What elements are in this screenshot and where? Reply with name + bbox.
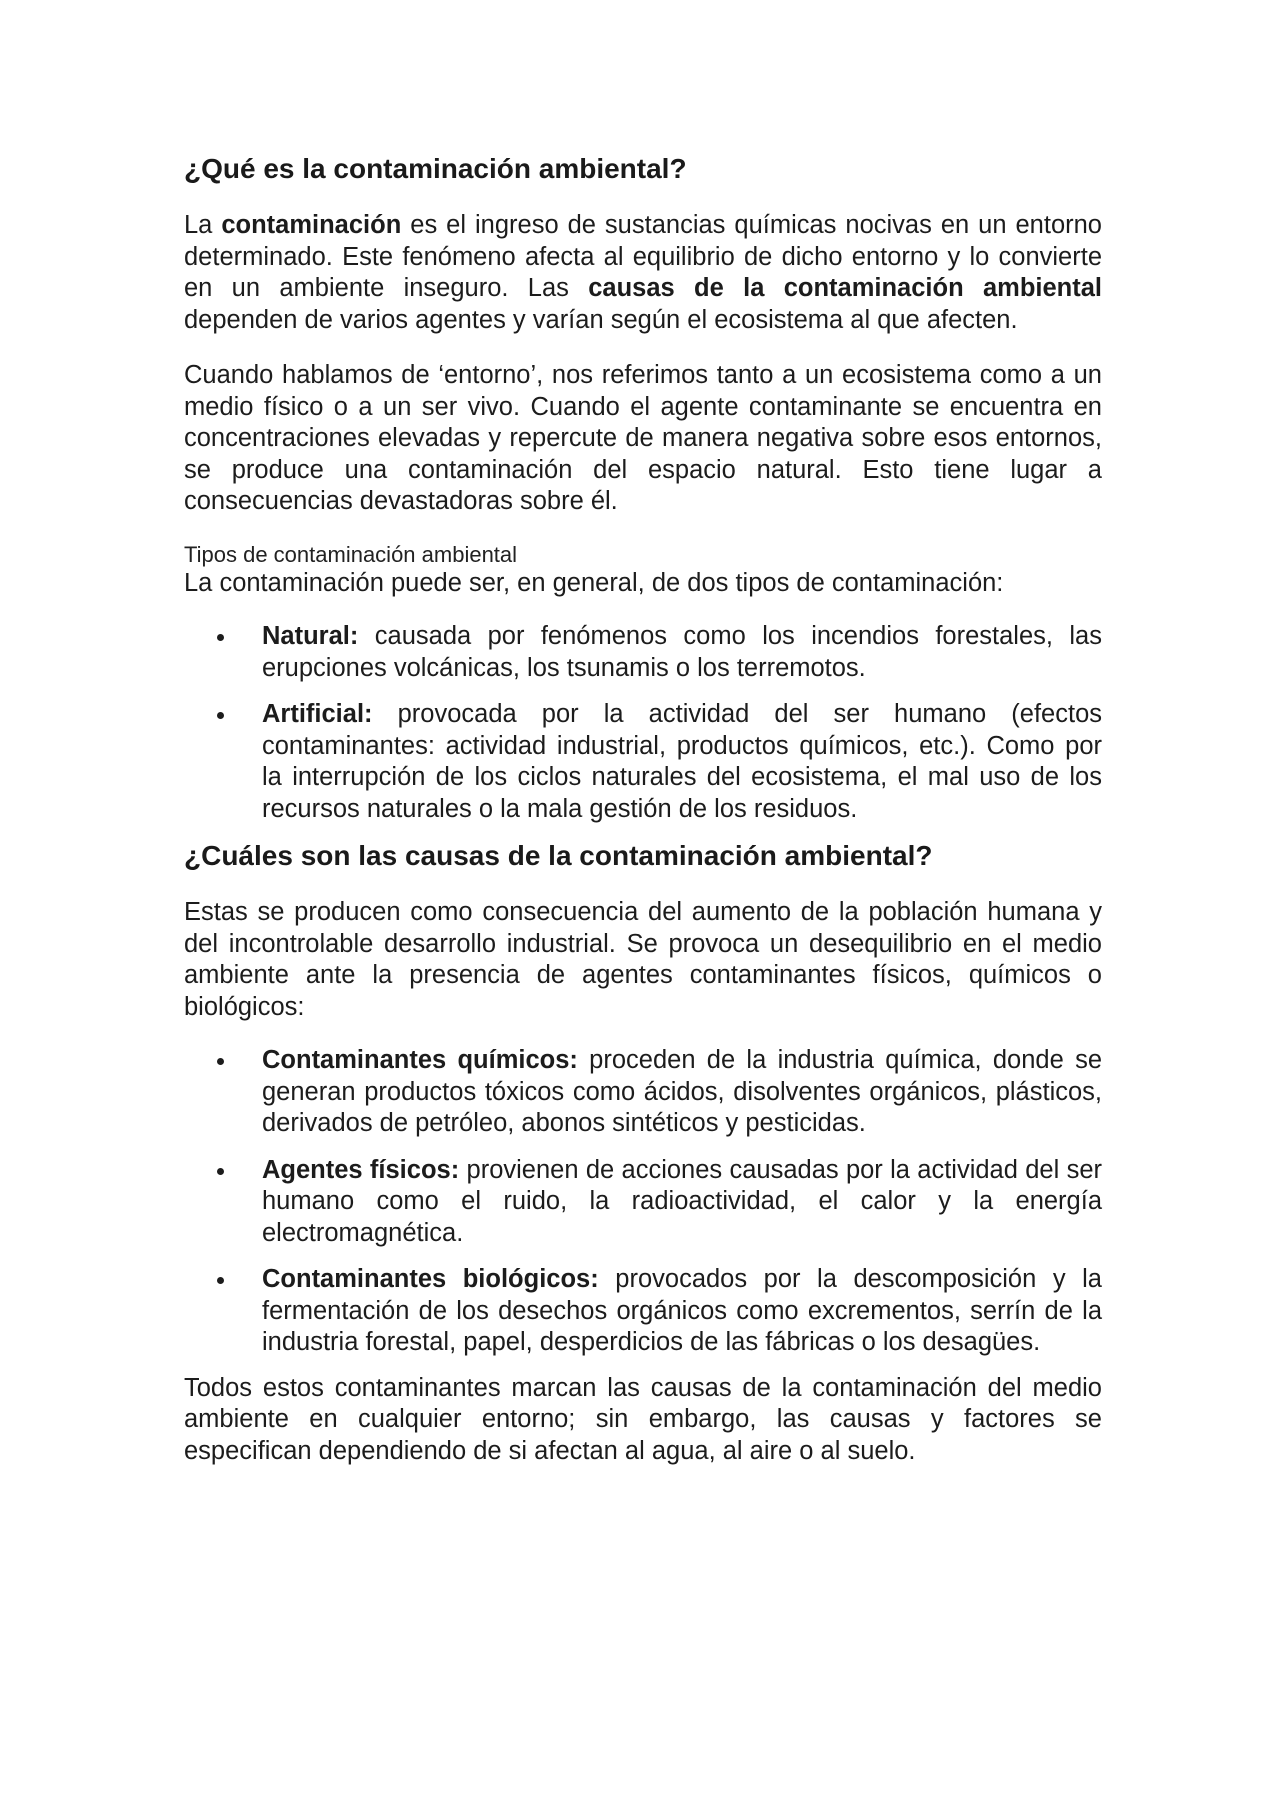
tipos-intro: La contaminación puede ser, en general, de dos tipos de contaminación:: [184, 568, 1004, 597]
intro-text-3: dependen de varios agentes y varían según el ecosistema al que afecten.: [184, 305, 1018, 334]
list-item: [262, 1045, 1102, 1140]
list-item: [262, 1155, 1102, 1250]
list-item-label: Agentes físicos:: [262, 1155, 460, 1184]
list-item-label: Artificial:: [262, 700, 373, 728]
subheading-tipos: Tipos de contaminación ambiental: [184, 541, 518, 567]
list-item: [262, 621, 1102, 684]
entorno-paragraph: Cuando hablamos de ‘entorno’, nos referimos tanto a un ecosistema como a un medio físico o a un ser vivo. Cuando el agente contaminante se encuentra en concentraciones elevadas y repercute de manera negativa sobre esos entornos, se produce una contaminación del espacio natural. Esto tiene lugar a consecuencias devastadoras sobre él.: [184, 361, 1102, 515]
intro-bold-causas: causas de la contaminación ambiental: [588, 274, 1102, 302]
heading-causas: ¿Cuáles son las causas de la contaminación ambiental?: [184, 840, 933, 871]
conclusion-paragraph: Todos estos contaminantes marcan las causas de la contaminación del medio ambiente en cualquier entorno; sin embargo, las causas y factores se especifican dependiendo de si afectan al agua, al aire o al suelo.: [184, 1373, 1102, 1465]
list-item-text: provocados por la descomposición y la fermentación de los desechos orgánicos como excrementos, serrín de la industria forestal, papel, desperdicios de las fábricas o los desagües.: [262, 1265, 1102, 1356]
list-item: [262, 699, 1102, 825]
list-item-label: Contaminantes biológicos:: [262, 1265, 599, 1293]
intro-paragraph: [184, 210, 1102, 336]
list-item-text: proceden de la industria química, donde se generan productos tóxicos como ácidos, disolventes orgánicos, plásticos, derivados de petróleo, abonos sintéticos y pesticidas.: [262, 1046, 1102, 1137]
list-item: [262, 1264, 1102, 1359]
causas-list: [184, 1045, 1102, 1359]
list-item-label: Natural:: [262, 622, 359, 650]
tipos-list: [184, 621, 1102, 825]
list-item-text: causada por fenómenos como los incendios forestales, las erupciones volcánicas, los tsunamis o los terremotos.: [262, 622, 1102, 682]
heading-que-es: ¿Qué es la contaminación ambiental?: [184, 153, 687, 184]
intro-bold-contaminacion: contaminación: [221, 211, 402, 239]
intro-text-2: es el ingreso de sustancias químicas nocivas en un entorno determinado. Este fenómeno afecta al equilibrio de dicho entorno y lo convierte en un ambiente inseguro. Las: [184, 211, 1102, 302]
intro-text-1: La: [184, 211, 222, 239]
list-item-text: provocada por la actividad del ser humano (efectos contaminantes: actividad industrial, productos químicos, etc.). Como por la interrupción de los ciclos naturales del ecosistema, el mal uso de los recursos naturales o la mala gestión de los residuos.: [262, 700, 1102, 823]
causas-intro: Estas se producen como consecuencia del aumento de la población humana y del incontrolable desarrollo industrial. Se provoca un desequilibrio en el medio ambiente ante la presencia de agentes contaminantes físicos, químicos o biológicos:: [184, 898, 1102, 1021]
list-item-text: provienen de acciones causadas por la actividad del ser humano como el ruido, la radioactividad, el calor y la energía electromagnética.: [262, 1155, 1102, 1247]
list-item-label: Contaminantes químicos:: [262, 1046, 578, 1074]
